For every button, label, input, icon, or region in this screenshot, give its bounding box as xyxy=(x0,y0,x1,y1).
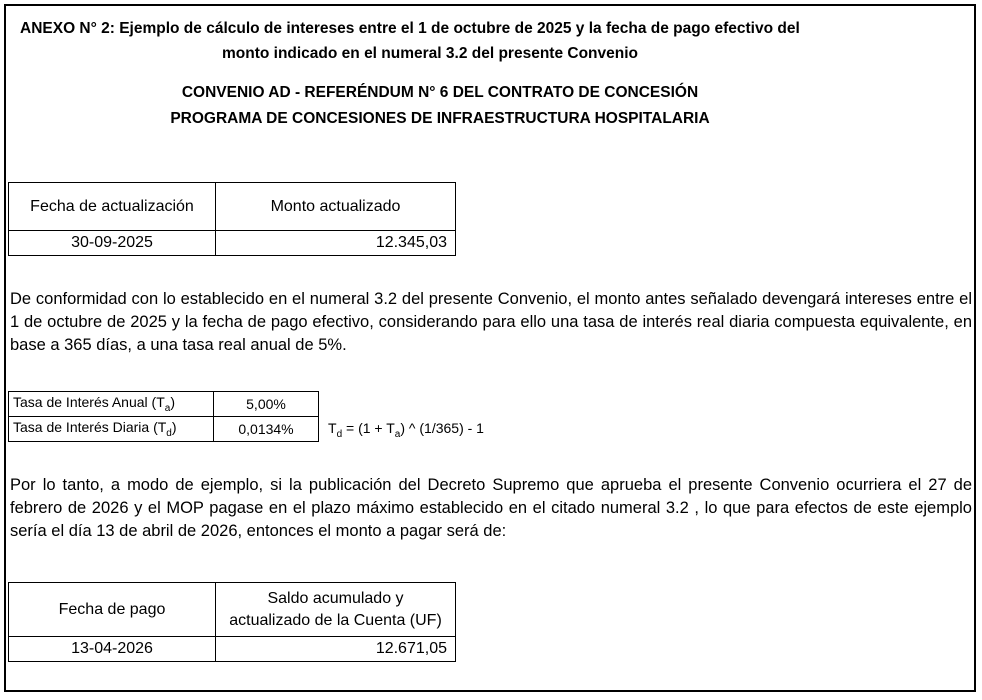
annex-title-line1: ANEXO N° 2: Ejemplo de cálculo de intereses entre el 1 de octubre de 2025 y la fecha de pago efectivo del xyxy=(20,20,800,37)
balance-header: Saldo acumulado y actualizado de la Cuenta (UF) xyxy=(216,583,456,637)
daily-rate-value: 0,0134% xyxy=(214,417,319,442)
update-date-value: 30-09-2025 xyxy=(9,231,216,256)
payment-table xyxy=(8,582,456,662)
annual-rate-value: 5,00% xyxy=(214,392,319,417)
daily-rate-formula: $T_d = (1 + T_a)$ ^ (1/365) - 1 xyxy=(328,420,484,440)
daily-rate-label: Tasa de Interés Diaria $(T_d)$ xyxy=(9,417,214,442)
agreement-title: CONVENIO AD - REFERÉNDUM N° 6 DEL CONTRATO DE CONCESIÓN xyxy=(181,84,699,101)
balance-value: 12.671,05 xyxy=(216,637,456,662)
payment-date-header: Fecha de pago xyxy=(9,583,216,637)
annual-rate-label: Tasa de Interés Anual $(T_a)$ xyxy=(9,392,214,417)
payment-date-value: 13-04-2026 xyxy=(9,637,216,662)
updated-amount-header: Monto actualizado xyxy=(216,183,456,231)
updated-amount-value: 12.345,03 xyxy=(216,231,456,256)
payment-example-paragraph: Por lo tanto, a modo de ejemplo, si la publicación del Decreto Supremo que aprueba el presente Convenio ocurriera el 27 de febrero de 2026 y el MOP pagase en el plazo máximo establecido en el citado numeral 3.2 , lo que para efectos de este ejemplo sería el día 13 de abril de 2026, entonces el monto a pagar será de: xyxy=(10,476,972,540)
rates-table xyxy=(8,391,319,442)
annex-title-line2: monto indicado en el numeral 3.2 del presente Convenio xyxy=(221,45,638,62)
interest-paragraph: De conformidad con lo establecido en el numeral 3.2 del presente Convenio, el monto antes señalado devengará intereses entre el 1 de octubre de 2025 y la fecha de pago efectivo, considerando para ello una tasa de interés real diaria compuesta equivalente, en base a 365 días, a una tasa real anual de 5%. xyxy=(10,290,972,354)
program-title: PROGRAMA DE CONCESIONES DE INFRAESTRUCTURA HOSPITALARIA xyxy=(170,110,710,127)
update-date-header: Fecha de actualización xyxy=(9,183,216,231)
update-table xyxy=(8,182,456,256)
